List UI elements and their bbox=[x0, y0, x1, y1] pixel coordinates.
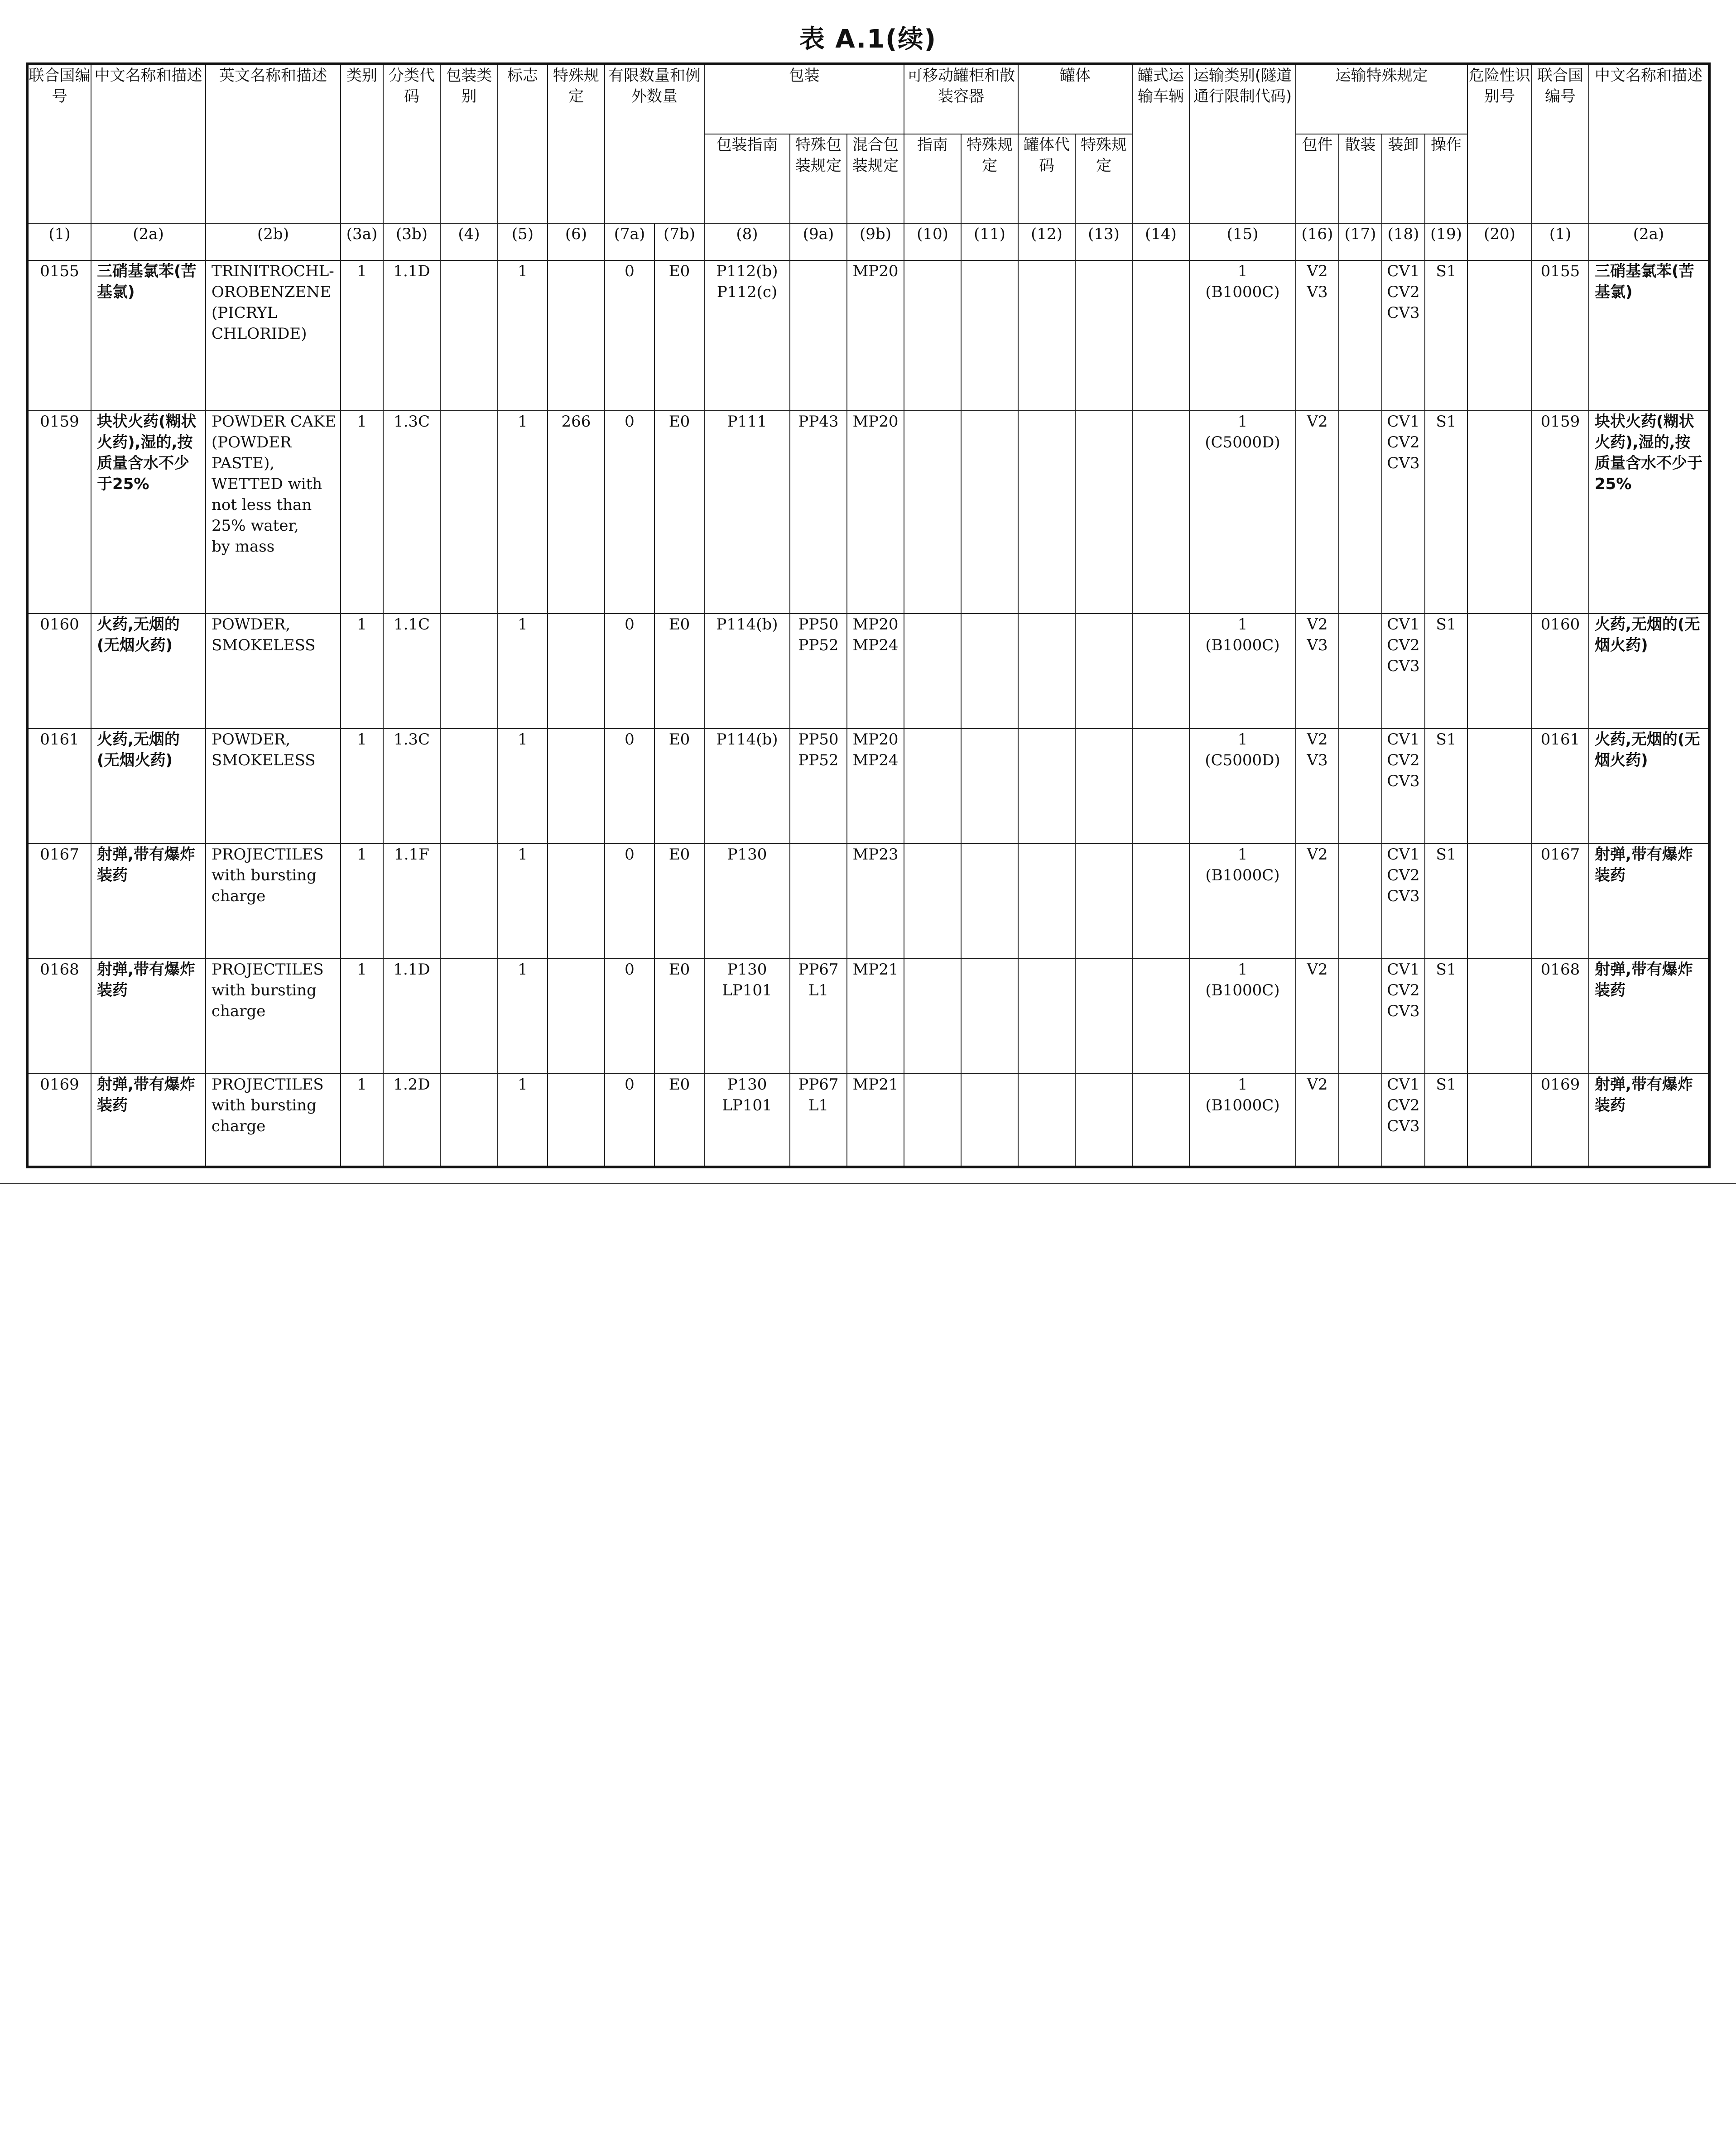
empty-cell bbox=[961, 844, 1018, 959]
cell-special-provisions bbox=[548, 729, 605, 844]
cell-excepted-qty: E0 bbox=[654, 260, 704, 411]
header-ts-bulk: 散装 bbox=[1339, 134, 1382, 223]
cell-packing-group bbox=[440, 959, 498, 1074]
empty-cell bbox=[904, 1074, 961, 1167]
cell-limited-qty: 0 bbox=[605, 614, 654, 729]
cell-un-number: 0168 bbox=[27, 959, 91, 1074]
header-cn-name: 中文名称和描述 bbox=[91, 64, 206, 223]
cell-packing-instructions: P114(b) bbox=[704, 614, 790, 729]
cell-hazard-id bbox=[1467, 959, 1532, 1074]
column-number: (3b) bbox=[383, 223, 440, 260]
cell-cn-name: 火药,无烟的(无烟火药) bbox=[91, 729, 206, 844]
cell-label: 1 bbox=[498, 1074, 548, 1167]
table-row bbox=[27, 614, 1709, 729]
header-limited-qty: 有限数量和例外数量 bbox=[605, 64, 704, 223]
header-hazard-id: 危险性识别号 bbox=[1467, 64, 1532, 223]
cell-loading-provision: CV1 CV2 CV3 bbox=[1382, 614, 1425, 729]
cell-class: 1 bbox=[341, 411, 383, 614]
column-number: (7b) bbox=[654, 223, 704, 260]
empty-cell bbox=[904, 729, 961, 844]
empty-cell bbox=[1075, 959, 1132, 1074]
column-number: (2a) bbox=[91, 223, 206, 260]
empty-cell bbox=[961, 614, 1018, 729]
cell-class-code: 1.3C bbox=[383, 411, 440, 614]
header-pt-instructions: 指南 bbox=[904, 134, 961, 223]
cell-packing-group bbox=[440, 260, 498, 411]
cell-transport-category: 1 (B1000C) bbox=[1189, 614, 1296, 729]
header-ts-packages: 包件 bbox=[1296, 134, 1339, 223]
cell-class: 1 bbox=[341, 729, 383, 844]
cell-loading-provision: CV1 CV2 CV3 bbox=[1382, 1074, 1425, 1167]
column-number: (2a) bbox=[1589, 223, 1709, 260]
column-number: (9b) bbox=[847, 223, 904, 260]
cell-packages-provision: V2 bbox=[1296, 1074, 1339, 1167]
cell-en-name: POWDER, SMOKELESS bbox=[206, 729, 341, 844]
cell-cn-name: 射弹,带有爆炸装药 bbox=[91, 1074, 206, 1167]
empty-cell bbox=[961, 260, 1018, 411]
header-special-provisions: 特殊规定 bbox=[548, 64, 605, 223]
table-row bbox=[27, 729, 1709, 844]
cell-cn-name: 射弹,带有爆炸装药 bbox=[91, 959, 206, 1074]
cell-cn-name-2: 火药,无烟的(无烟火药) bbox=[1589, 614, 1709, 729]
cell-class: 1 bbox=[341, 1074, 383, 1167]
cell-special-packing: PP50 PP52 bbox=[790, 729, 847, 844]
cell-en-name: PROJECTILES with bursting charge bbox=[206, 959, 341, 1074]
column-number: (18) bbox=[1382, 223, 1425, 260]
cell-packing-group bbox=[440, 844, 498, 959]
cell-packages-provision: V2 bbox=[1296, 411, 1339, 614]
column-number: (13) bbox=[1075, 223, 1132, 260]
cell-class: 1 bbox=[341, 959, 383, 1074]
table-row bbox=[27, 959, 1709, 1074]
page-title: 表 A.1(续) bbox=[799, 24, 937, 54]
cell-excepted-qty: E0 bbox=[654, 844, 704, 959]
cell-packages-provision: V2 bbox=[1296, 844, 1339, 959]
cell-transport-category: 1 (B1000C) bbox=[1189, 844, 1296, 959]
cell-un-number-2: 0159 bbox=[1532, 411, 1589, 614]
header-ts-operation: 操作 bbox=[1425, 134, 1467, 223]
empty-cell bbox=[1018, 260, 1075, 411]
column-number: (16) bbox=[1296, 223, 1339, 260]
column-number: (1) bbox=[27, 223, 91, 260]
empty-cell bbox=[961, 729, 1018, 844]
cell-en-name: POWDER CAKE (POWDER PASTE), WETTED with not less than 25% water, by mass bbox=[206, 411, 341, 614]
header-packing-group: 包装类别 bbox=[440, 64, 498, 223]
dangerous-goods-table bbox=[26, 62, 1711, 1168]
cell-hazard-id bbox=[1467, 411, 1532, 614]
column-number: (20) bbox=[1467, 223, 1532, 260]
cell-excepted-qty: E0 bbox=[654, 411, 704, 614]
header-portable-tank: 可移动罐柜和散装容器 bbox=[904, 64, 1018, 134]
cell-transport-category: 1 (C5000D) bbox=[1189, 411, 1296, 614]
cell-operation-provision: S1 bbox=[1425, 844, 1467, 959]
cell-limited-qty: 0 bbox=[605, 260, 654, 411]
empty-cell bbox=[1132, 411, 1189, 614]
cell-label: 1 bbox=[498, 844, 548, 959]
column-number: (10) bbox=[904, 223, 961, 260]
cell-label: 1 bbox=[498, 260, 548, 411]
cell-mixed-packing: MP20 MP24 bbox=[847, 614, 904, 729]
cell-mixed-packing: MP20 bbox=[847, 411, 904, 614]
cell-un-number-2: 0155 bbox=[1532, 260, 1589, 411]
cell-cn-name: 火药,无烟的(无烟火药) bbox=[91, 614, 206, 729]
cell-operation-provision: S1 bbox=[1425, 411, 1467, 614]
column-number: (11) bbox=[961, 223, 1018, 260]
cell-cn-name-2: 射弹,带有爆炸装药 bbox=[1589, 959, 1709, 1074]
empty-cell bbox=[1018, 844, 1075, 959]
cell-en-name: TRINITROCHL- OROBENZENE (PICRYL CHLORIDE) bbox=[206, 260, 341, 411]
table-row bbox=[27, 411, 1709, 614]
empty-cell bbox=[1339, 959, 1382, 1074]
header-packing-instructions: 包装指南 bbox=[704, 134, 790, 223]
column-number: (12) bbox=[1018, 223, 1075, 260]
cell-transport-category: 1 (B1000C) bbox=[1189, 260, 1296, 411]
cell-packing-instructions: P130 LP101 bbox=[704, 959, 790, 1074]
cell-excepted-qty: E0 bbox=[654, 729, 704, 844]
cell-cn-name-2: 火药,无烟的(无烟火药) bbox=[1589, 729, 1709, 844]
cell-un-number: 0160 bbox=[27, 614, 91, 729]
cell-special-provisions bbox=[548, 844, 605, 959]
header-tank: 罐体 bbox=[1018, 64, 1132, 134]
cell-class: 1 bbox=[341, 260, 383, 411]
cell-special-provisions bbox=[548, 959, 605, 1074]
cell-class-code: 1.3C bbox=[383, 729, 440, 844]
cell-packages-provision: V2 bbox=[1296, 959, 1339, 1074]
cell-operation-provision: S1 bbox=[1425, 1074, 1467, 1167]
cell-special-packing: PP43 bbox=[790, 411, 847, 614]
table-row bbox=[27, 844, 1709, 959]
cell-limited-qty: 0 bbox=[605, 959, 654, 1074]
header-un-number-2: 联合国编号 bbox=[1532, 64, 1589, 223]
cell-special-provisions bbox=[548, 614, 605, 729]
page-bottom-rule bbox=[0, 1183, 1736, 1184]
empty-cell bbox=[1018, 959, 1075, 1074]
cell-cn-name-2: 三硝基氯苯(苦基氯) bbox=[1589, 260, 1709, 411]
empty-cell bbox=[1339, 614, 1382, 729]
cell-hazard-id bbox=[1467, 260, 1532, 411]
header-cn-name-2: 中文名称和描述 bbox=[1589, 64, 1709, 223]
cell-limited-qty: 0 bbox=[605, 729, 654, 844]
cell-packing-group bbox=[440, 411, 498, 614]
empty-cell bbox=[904, 260, 961, 411]
cell-label: 1 bbox=[498, 411, 548, 614]
cell-un-number: 0161 bbox=[27, 729, 91, 844]
cell-en-name: POWDER, SMOKELESS bbox=[206, 614, 341, 729]
cell-transport-category: 1 (B1000C) bbox=[1189, 959, 1296, 1074]
cell-cn-name: 三硝基氯苯(苦基氯) bbox=[91, 260, 206, 411]
column-number: (17) bbox=[1339, 223, 1382, 260]
header-ts-loading: 装卸 bbox=[1382, 134, 1425, 223]
cell-un-number: 0155 bbox=[27, 260, 91, 411]
cell-cn-name-2: 射弹,带有爆炸装药 bbox=[1589, 844, 1709, 959]
cell-special-packing bbox=[790, 844, 847, 959]
column-number: (4) bbox=[440, 223, 498, 260]
cell-label: 1 bbox=[498, 729, 548, 844]
empty-cell bbox=[1339, 260, 1382, 411]
cell-operation-provision: S1 bbox=[1425, 959, 1467, 1074]
empty-cell bbox=[1075, 729, 1132, 844]
cell-loading-provision: CV1 CV2 CV3 bbox=[1382, 959, 1425, 1074]
cell-un-number: 0167 bbox=[27, 844, 91, 959]
header-tank-special: 特殊规定 bbox=[1075, 134, 1132, 223]
cell-packing-instructions: P130 LP101 bbox=[704, 1074, 790, 1167]
empty-cell bbox=[904, 959, 961, 1074]
cell-packages-provision: V2 V3 bbox=[1296, 614, 1339, 729]
empty-cell bbox=[1339, 411, 1382, 614]
cell-class-code: 1.1F bbox=[383, 844, 440, 959]
cell-special-packing: PP50 PP52 bbox=[790, 614, 847, 729]
column-number: (7a) bbox=[605, 223, 654, 260]
empty-cell bbox=[961, 1074, 1018, 1167]
cell-label: 1 bbox=[498, 959, 548, 1074]
cell-hazard-id bbox=[1467, 844, 1532, 959]
empty-cell bbox=[1132, 1074, 1189, 1167]
column-number: (19) bbox=[1425, 223, 1467, 260]
header-mixed-packing: 混合包装规定 bbox=[847, 134, 904, 223]
empty-cell bbox=[904, 614, 961, 729]
cell-loading-provision: CV1 CV2 CV3 bbox=[1382, 729, 1425, 844]
cell-hazard-id bbox=[1467, 729, 1532, 844]
empty-cell bbox=[1339, 844, 1382, 959]
header-transport-category: 运输类别(隧道通行限制代码) bbox=[1189, 64, 1296, 223]
empty-cell bbox=[961, 959, 1018, 1074]
cell-hazard-id bbox=[1467, 1074, 1532, 1167]
empty-cell bbox=[961, 411, 1018, 614]
column-number: (2b) bbox=[206, 223, 341, 260]
header-packaging: 包装 bbox=[704, 64, 904, 134]
header-special-packing: 特殊包装规定 bbox=[790, 134, 847, 223]
cell-un-number: 0159 bbox=[27, 411, 91, 614]
cell-packages-provision: V2 V3 bbox=[1296, 729, 1339, 844]
header-class: 类别 bbox=[341, 64, 383, 223]
cell-packing-instructions: P114(b) bbox=[704, 729, 790, 844]
cell-un-number-2: 0168 bbox=[1532, 959, 1589, 1074]
cell-packing-group bbox=[440, 1074, 498, 1167]
cell-special-packing bbox=[790, 260, 847, 411]
cell-excepted-qty: E0 bbox=[654, 1074, 704, 1167]
cell-mixed-packing: MP21 bbox=[847, 1074, 904, 1167]
empty-cell bbox=[1339, 1074, 1382, 1167]
cell-class-code: 1.1D bbox=[383, 260, 440, 411]
empty-cell bbox=[1132, 844, 1189, 959]
cell-mixed-packing: MP20 bbox=[847, 260, 904, 411]
empty-cell bbox=[1075, 844, 1132, 959]
cell-packing-instructions: P130 bbox=[704, 844, 790, 959]
cell-hazard-id bbox=[1467, 614, 1532, 729]
header-tank-vehicle: 罐式运输车辆 bbox=[1132, 64, 1189, 223]
cell-cn-name: 射弹,带有爆炸装药 bbox=[91, 844, 206, 959]
header-pt-special: 特殊规定 bbox=[961, 134, 1018, 223]
cell-operation-provision: S1 bbox=[1425, 614, 1467, 729]
empty-cell bbox=[1132, 729, 1189, 844]
header-en-name: 英文名称和描述 bbox=[206, 64, 341, 223]
column-number: (9a) bbox=[790, 223, 847, 260]
empty-cell bbox=[1339, 729, 1382, 844]
column-number: (6) bbox=[548, 223, 605, 260]
cell-operation-provision: S1 bbox=[1425, 260, 1467, 411]
cell-special-packing: PP67 L1 bbox=[790, 1074, 847, 1167]
cell-mixed-packing: MP20 MP24 bbox=[847, 729, 904, 844]
cell-packing-instructions: P112(b) P112(c) bbox=[704, 260, 790, 411]
cell-special-provisions: 266 bbox=[548, 411, 605, 614]
empty-cell bbox=[1018, 614, 1075, 729]
cell-excepted-qty: E0 bbox=[654, 959, 704, 1074]
table-row bbox=[27, 260, 1709, 411]
header-class-code: 分类代码 bbox=[383, 64, 440, 223]
empty-cell bbox=[1075, 260, 1132, 411]
cell-un-number-2: 0160 bbox=[1532, 614, 1589, 729]
cell-un-number-2: 0169 bbox=[1532, 1074, 1589, 1167]
empty-cell bbox=[1075, 411, 1132, 614]
cell-operation-provision: S1 bbox=[1425, 729, 1467, 844]
column-number: (15) bbox=[1189, 223, 1296, 260]
column-number-row bbox=[27, 223, 1709, 260]
cell-packages-provision: V2 V3 bbox=[1296, 260, 1339, 411]
header-label: 标志 bbox=[498, 64, 548, 223]
cell-limited-qty: 0 bbox=[605, 1074, 654, 1167]
cell-transport-category: 1 (B1000C) bbox=[1189, 1074, 1296, 1167]
empty-cell bbox=[1132, 614, 1189, 729]
table-row bbox=[27, 1074, 1709, 1167]
empty-cell bbox=[904, 411, 961, 614]
cell-limited-qty: 0 bbox=[605, 844, 654, 959]
cell-packing-group bbox=[440, 729, 498, 844]
column-number: (3a) bbox=[341, 223, 383, 260]
column-number: (8) bbox=[704, 223, 790, 260]
column-number: (1) bbox=[1532, 223, 1589, 260]
cell-cn-name-2: 射弹,带有爆炸装药 bbox=[1589, 1074, 1709, 1167]
cell-class: 1 bbox=[341, 614, 383, 729]
cell-cn-name-2: 块状火药(糊状火药),湿的,按质量含水不少于25% bbox=[1589, 411, 1709, 614]
cell-loading-provision: CV1 CV2 CV3 bbox=[1382, 260, 1425, 411]
cell-un-number-2: 0167 bbox=[1532, 844, 1589, 959]
cell-limited-qty: 0 bbox=[605, 411, 654, 614]
cell-en-name: PROJECTILES with bursting charge bbox=[206, 1074, 341, 1167]
cell-un-number: 0169 bbox=[27, 1074, 91, 1167]
cell-packing-group bbox=[440, 614, 498, 729]
empty-cell bbox=[1018, 411, 1075, 614]
column-number: (5) bbox=[498, 223, 548, 260]
column-number: (14) bbox=[1132, 223, 1189, 260]
cell-transport-category: 1 (C5000D) bbox=[1189, 729, 1296, 844]
empty-cell bbox=[904, 844, 961, 959]
cell-cn-name: 块状火药(糊状火药),湿的,按质量含水不少于25% bbox=[91, 411, 206, 614]
cell-class-code: 1.2D bbox=[383, 1074, 440, 1167]
cell-packing-instructions: P111 bbox=[704, 411, 790, 614]
empty-cell bbox=[1132, 959, 1189, 1074]
cell-un-number-2: 0161 bbox=[1532, 729, 1589, 844]
cell-class: 1 bbox=[341, 844, 383, 959]
cell-mixed-packing: MP23 bbox=[847, 844, 904, 959]
cell-class-code: 1.1D bbox=[383, 959, 440, 1074]
empty-cell bbox=[1075, 1074, 1132, 1167]
cell-loading-provision: CV1 CV2 CV3 bbox=[1382, 411, 1425, 614]
empty-cell bbox=[1018, 729, 1075, 844]
cell-excepted-qty: E0 bbox=[654, 614, 704, 729]
empty-cell bbox=[1075, 614, 1132, 729]
header-tank-code: 罐体代码 bbox=[1018, 134, 1075, 223]
cell-en-name: PROJECTILES with bursting charge bbox=[206, 844, 341, 959]
cell-special-packing: PP67 L1 bbox=[790, 959, 847, 1074]
cell-label: 1 bbox=[498, 614, 548, 729]
cell-loading-provision: CV1 CV2 CV3 bbox=[1382, 844, 1425, 959]
empty-cell bbox=[1018, 1074, 1075, 1167]
empty-cell bbox=[1132, 260, 1189, 411]
cell-special-provisions bbox=[548, 260, 605, 411]
cell-special-provisions bbox=[548, 1074, 605, 1167]
cell-class-code: 1.1C bbox=[383, 614, 440, 729]
header-un-number: 联合国编号 bbox=[27, 64, 91, 223]
cell-mixed-packing: MP21 bbox=[847, 959, 904, 1074]
header-transport-special: 运输特殊规定 bbox=[1296, 64, 1467, 134]
